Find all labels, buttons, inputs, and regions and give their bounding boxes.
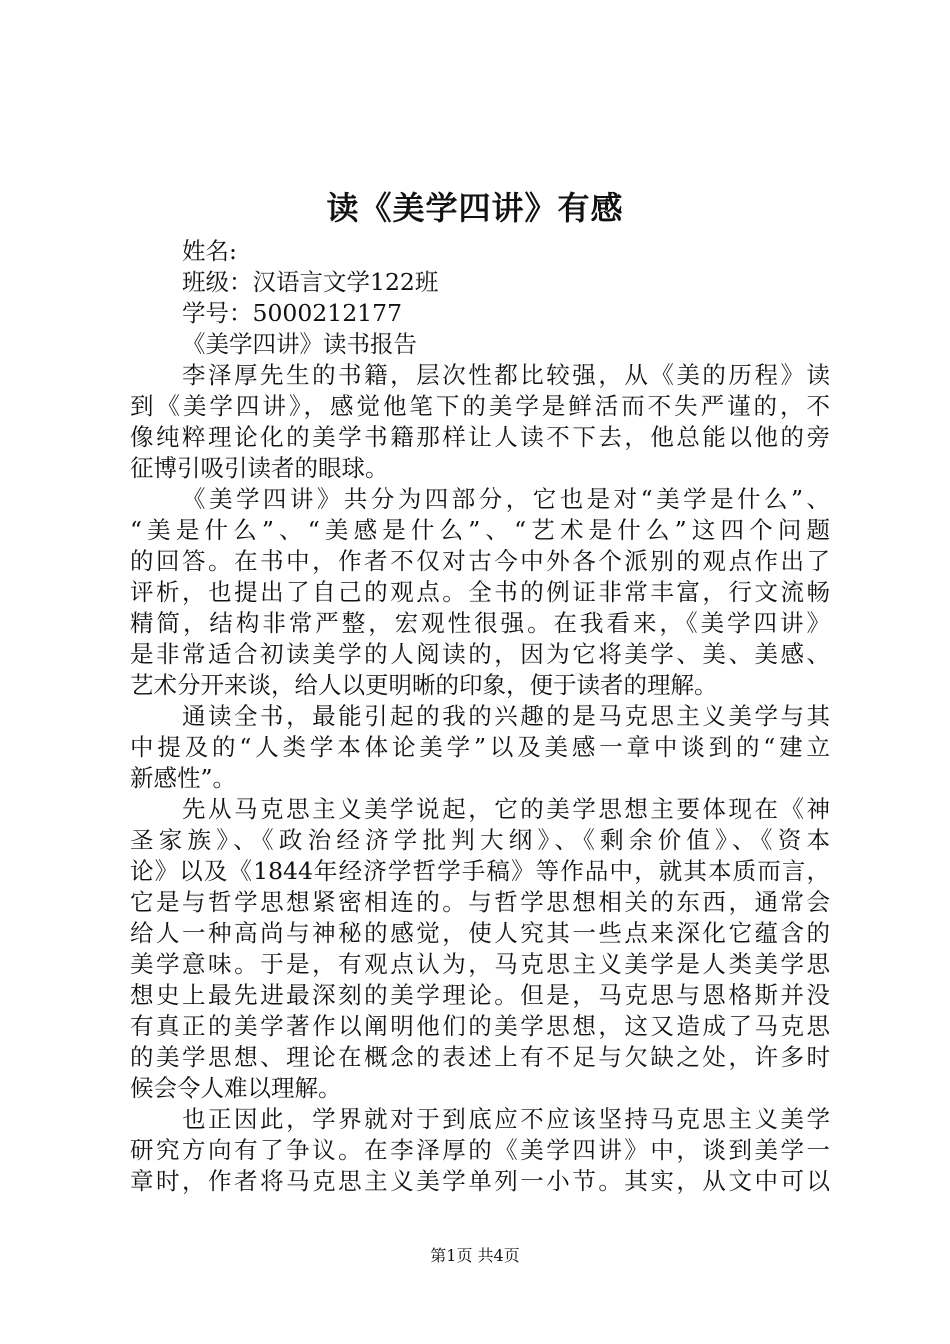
paragraph-line: 征博引吸引读者的眼球。: [130, 454, 389, 482]
paragraph-line: 候会令人难以理解。: [130, 1074, 342, 1102]
paragraph-line: 评析，也提出了自己的观点。全书的例证非常丰富，行文流畅: [130, 578, 830, 606]
paragraph-line: 先从马克思主义美学说起，它的美学思想主要体现在《神: [182, 795, 830, 823]
paragraph-line: 新感性”。: [130, 764, 237, 792]
paragraph-line: 精简，结构非常严整，宏观性很强。在我看来，《美学四讲》: [130, 609, 830, 637]
class-line: 班级：汉语言文学122班: [182, 268, 439, 296]
paragraph-line: 章时，作者将马克思主义美学单列一小节。其实，从文中可以: [130, 1167, 830, 1195]
paragraph-5: [130, 1104, 830, 1197]
page-footer: 第1页 共4页: [430, 1246, 520, 1265]
paragraph-line: 李泽厚先生的书籍，层次性都比较强，从《美的历程》读: [182, 361, 830, 389]
paragraph-line: 圣家族》、《政治经济学批判大纲》、《剩余价值》、《资本: [130, 826, 830, 854]
paragraph-line: 研究方向有了争议。在李泽厚的《美学四讲》中，谈到美学一: [130, 1136, 830, 1164]
name-line: 姓名:: [182, 237, 237, 265]
paragraph-line: 想史上最先进最深刻的美学理论。但是，马克思与恩格斯并没: [130, 981, 830, 1009]
paragraph-line: 给人一种高尚与神秘的感觉，使人究其一些点来深化它蕴含的: [130, 919, 830, 947]
report-subtitle-line: 《美学四讲》读书报告: [182, 330, 417, 358]
document-title: 读《美学四讲》有感: [326, 189, 624, 227]
paragraph-line: 中提及的“人类学本体论美学”以及美感一章中谈到的“建立: [130, 733, 830, 761]
paragraph-line: 是非常适合初读美学的人阅读的，因为它将美学、美、美感、: [130, 640, 830, 668]
paragraph-line: 论》以及《1844年经济学哲学手稿》等作品中，就其本质而言，: [130, 857, 830, 885]
paragraph-4: [130, 794, 830, 1104]
paragraph-line: 也正因此，学界就对于到底应不应该坚持马克思主义美学: [182, 1105, 830, 1133]
paragraph-line: 艺术分开来谈，给人以更明晰的印象，便于读者的理解。: [130, 671, 718, 699]
paragraph-line: 美学意味。于是，有观点认为，马克思主义美学是人类美学思: [130, 950, 830, 978]
paragraph-line: “美是什么”、“美感是什么”、“艺术是什么”这四个问题: [130, 516, 830, 544]
paragraph-line: 到《美学四讲》，感觉他笔下的美学是鲜活而不失严谨的，不: [130, 392, 830, 420]
paragraph-line: 通读全书，最能引起的我的兴趣的是马克思主义美学与其: [182, 702, 830, 730]
paragraph-2: [130, 484, 830, 701]
paragraph-line: 有真正的美学著作以阐明他们的美学思想，这又造成了马克思: [130, 1012, 830, 1040]
paragraph-line: 它是与哲学思想紧密相连的。与哲学思想相关的东西，通常会: [130, 888, 830, 916]
paragraph-line: 的回答。在书中，作者不仅对古今中外各个派别的观点作出了: [130, 547, 830, 575]
paragraph-1: [130, 360, 830, 484]
document-body: [130, 236, 830, 1197]
paragraph-line: 像纯粹理论化的美学书籍那样让人读不下去，他总能以他的旁: [130, 423, 830, 451]
paragraph-line: 《美学四讲》共分为四部分，它也是对“美学是什么”、: [182, 485, 830, 513]
student-id-line: 学号：5000212177: [182, 299, 403, 327]
paragraph-3: [130, 701, 830, 794]
paragraph-line: 的美学思想、理论在概念的表述上有不足与欠缺之处，许多时: [130, 1043, 830, 1071]
